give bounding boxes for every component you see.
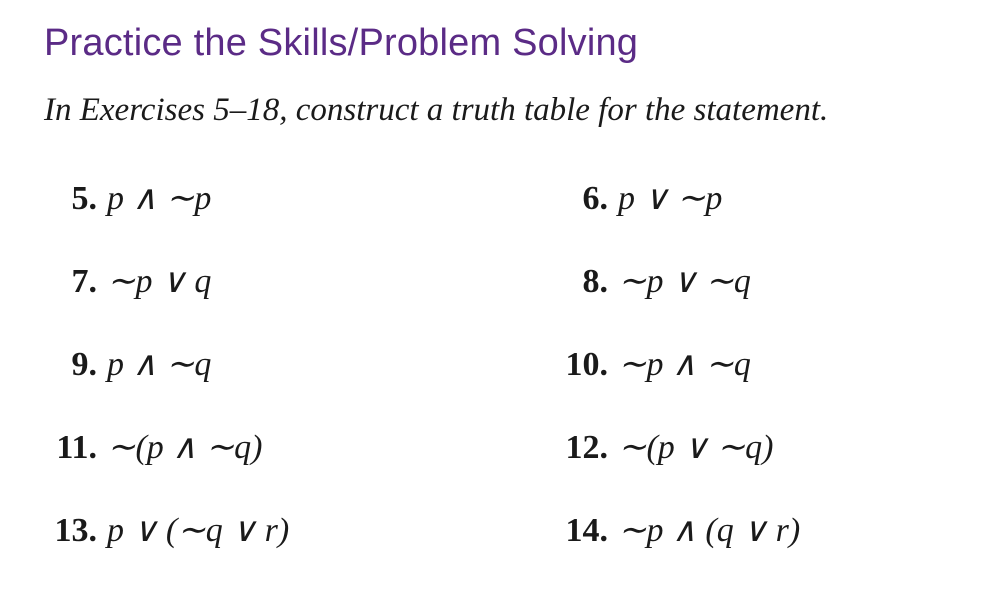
exercise-statement: p ∨ ∼p <box>618 180 723 217</box>
exercise-statement: ∼p ∨ q <box>107 263 212 300</box>
exercise-number: 9. <box>71 346 97 383</box>
exercise-statement: p ∧ ∼p <box>107 180 212 217</box>
exercise-item <box>47 178 211 218</box>
exercise-number: 7. <box>71 263 97 300</box>
exercise-statement: p ∧ ∼q <box>107 346 212 383</box>
exercise-statement: p ∨ (∼q ∨ r) <box>107 512 290 549</box>
exercise-number: 6. <box>582 180 608 217</box>
exercise-item <box>558 344 751 384</box>
exercise-statement: ∼(p ∧ ∼q) <box>107 429 263 466</box>
exercise-number: 12. <box>565 429 608 466</box>
exercise-statement: ∼p ∧ (q ∨ r) <box>618 512 801 549</box>
exercise-statement: ∼p ∨ ∼q <box>618 263 751 300</box>
exercise-statement: ∼p ∧ ∼q <box>618 346 751 383</box>
exercise-number: 10. <box>565 346 608 383</box>
exercise-item <box>47 427 263 467</box>
exercise-item <box>558 427 774 467</box>
exercise-number: 5. <box>71 180 97 217</box>
exercise-statement: ∼(p ∨ ∼q) <box>618 429 774 466</box>
exercise-item <box>558 510 800 550</box>
exercise-number: 11. <box>56 429 97 466</box>
exercise-item <box>47 344 211 384</box>
section-heading: Practice the Skills/Problem Solving <box>44 22 639 64</box>
exercise-item <box>47 510 289 550</box>
exercise-item <box>558 178 722 218</box>
exercise-number: 8. <box>582 263 608 300</box>
exercise-number: 13. <box>54 512 97 549</box>
exercise-number: 14. <box>565 512 608 549</box>
exercise-instructions: In Exercises 5–18, construct a truth table for the statement. <box>44 92 829 128</box>
exercise-item <box>47 261 211 301</box>
exercise-item <box>558 261 751 301</box>
